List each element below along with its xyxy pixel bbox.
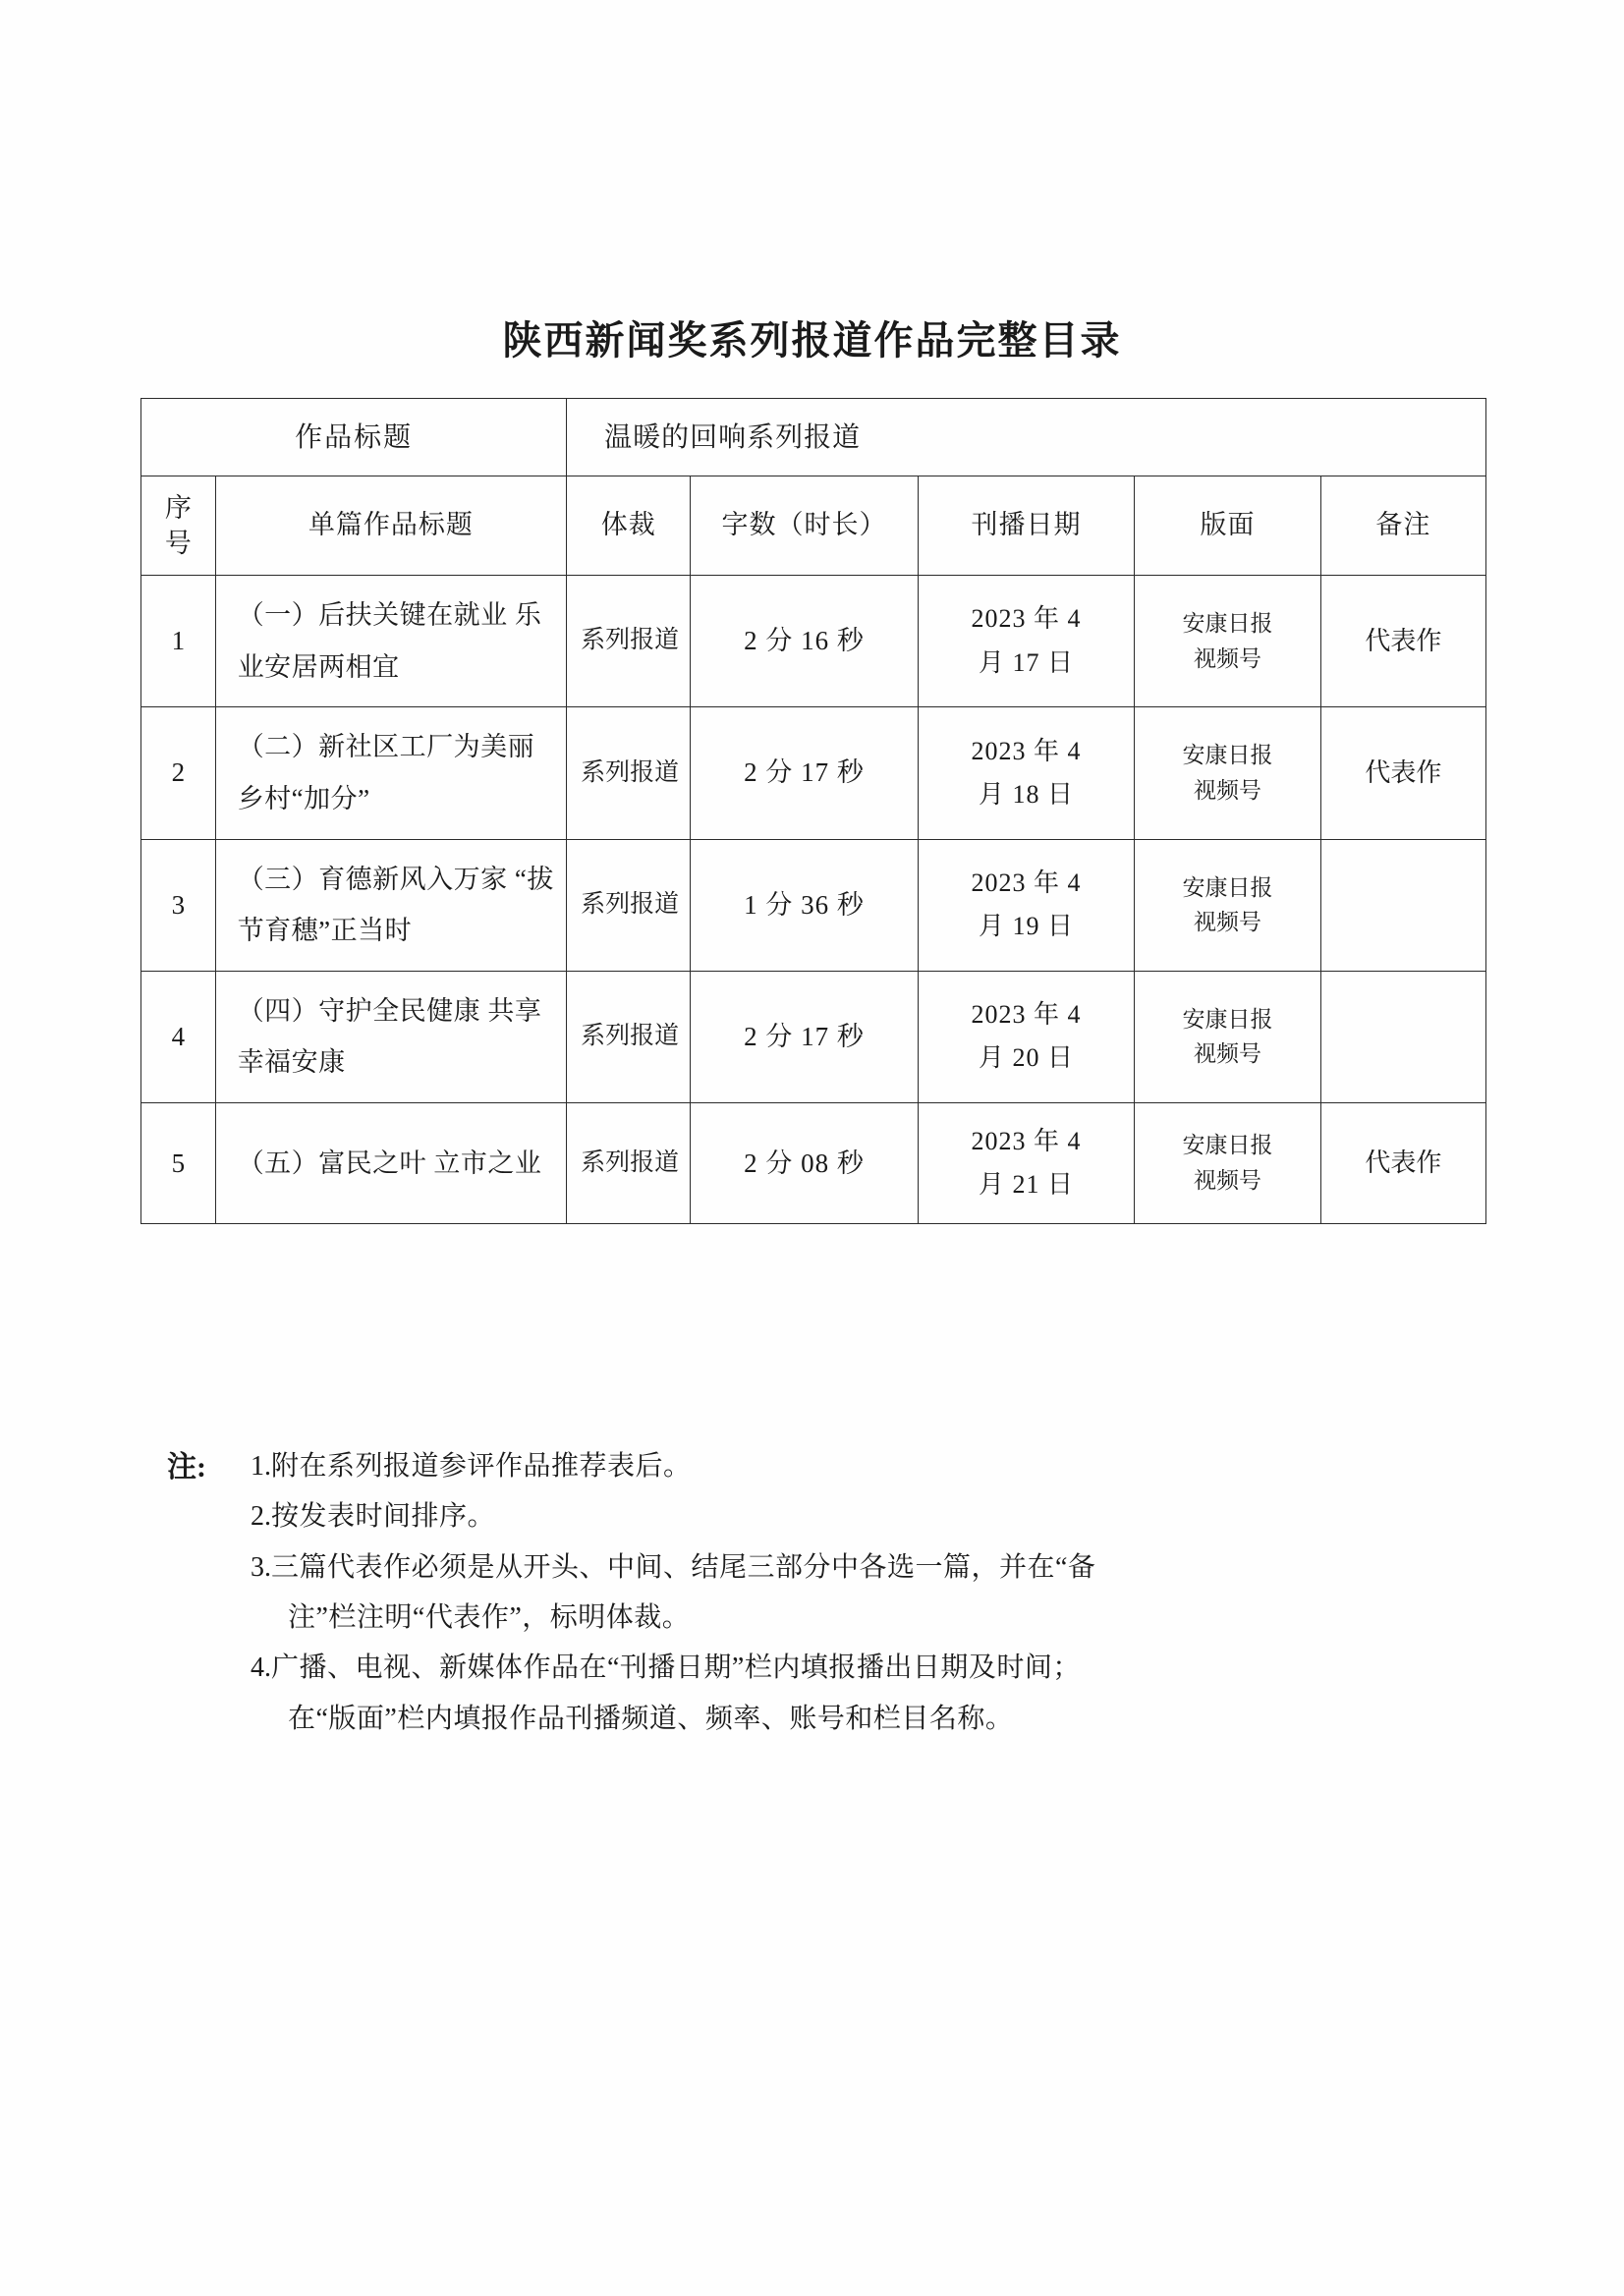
row-page-line1: 安康日报 (1182, 1006, 1273, 1032)
table-row (141, 1103, 1486, 1224)
cell-page (1135, 1103, 1320, 1224)
table-header-row (141, 476, 1486, 576)
cell-words (691, 1103, 918, 1224)
row-seq: 2 (171, 757, 186, 788)
row-page-line1: 安康日报 (1182, 743, 1273, 768)
row-words: 2 分 17 秒 (744, 1021, 865, 1051)
table-row (141, 971, 1486, 1102)
header-words: 字数（时长） (721, 510, 887, 540)
note-item (251, 1444, 1474, 1488)
row-note: 代表作 (1365, 1148, 1442, 1178)
row-seq: 4 (171, 1021, 186, 1051)
cell-seq (141, 576, 216, 707)
header-note: 备注 (1375, 510, 1431, 540)
header-title: 单篇作品标题 (308, 510, 474, 540)
cell-title (215, 707, 566, 839)
row-note: 代表作 (1365, 758, 1442, 788)
row-words: 2 分 08 秒 (744, 1148, 865, 1178)
note-index: 4. (251, 1652, 271, 1684)
cell-note (1320, 1103, 1485, 1224)
cell-date (918, 707, 1135, 839)
header-cell-genre (567, 476, 691, 576)
cell-note (1320, 839, 1485, 971)
cell-date (918, 971, 1135, 1102)
note-text: 广播、电视、新媒体作品在“刊播日期”栏内填报播出日期及时间； (271, 1652, 1081, 1684)
note-text: 按发表时间排序。 (271, 1501, 496, 1533)
cell-genre (567, 576, 691, 707)
row-page-line2: 视频号 (1194, 777, 1262, 803)
row-title: （二）新社区工厂为美丽乡村“加分” (237, 732, 535, 813)
row-title: （五）富民之叶 立市之业 (237, 1148, 542, 1178)
header-genre: 体裁 (600, 510, 656, 540)
cell-page (1135, 971, 1320, 1102)
header-cell-note (1320, 476, 1485, 576)
row-seq: 1 (171, 626, 186, 656)
cell-words (691, 839, 918, 971)
note-index: 2. (251, 1501, 271, 1533)
row-date-line1: 2023 年 4 (971, 604, 1082, 634)
cell-title (215, 971, 566, 1102)
cell-seq (141, 1103, 216, 1224)
row-date-line1: 2023 年 4 (971, 736, 1082, 765)
cell-page (1135, 576, 1320, 707)
cell-words (691, 707, 918, 839)
cell-page (1135, 839, 1320, 971)
note-item (251, 1545, 1474, 1590)
cell-date (918, 1103, 1135, 1224)
note-text: 三篇代表作必须是从开头、中间、结尾三部分中各选一篇，并在“备 (271, 1551, 1096, 1583)
header-page: 版面 (1200, 510, 1256, 540)
header-cell-words (691, 476, 918, 576)
row-title: （三）育德新风入万家 “拔节育穗”正当时 (237, 864, 554, 946)
row-date-line2: 月 19 日 (979, 912, 1075, 941)
cell-note (1320, 576, 1485, 707)
work-title-value: 温暖的回响系列报道 (604, 421, 862, 453)
header-seq-line1: 序 (164, 492, 192, 523)
row-date-line1: 2023 年 4 (971, 1126, 1082, 1155)
notes-section (167, 1444, 1474, 1747)
work-title-label: 作品标题 (295, 421, 414, 453)
row-genre: 系列报道 (581, 1023, 680, 1050)
work-title-label-cell (141, 399, 567, 476)
row-date-line2: 月 21 日 (979, 1170, 1075, 1200)
row-title: （一）后扶关键在就业 乐业安居两相宜 (237, 600, 542, 682)
row-page-line2: 视频号 (1194, 910, 1262, 935)
row-date-line1: 2023 年 4 (971, 1000, 1082, 1030)
cell-genre (567, 971, 691, 1102)
header-date: 刊播日期 (971, 510, 1082, 540)
row-genre: 系列报道 (581, 890, 680, 918)
table-row (141, 707, 1486, 839)
page-title: 陕西新闻奖系列报道作品完整目录 (502, 318, 1122, 363)
row-date-line1: 2023 年 4 (971, 868, 1082, 898)
row-note: 代表作 (1365, 626, 1442, 655)
row-genre: 系列报道 (581, 627, 680, 654)
row-genre: 系列报道 (581, 758, 680, 786)
cell-words (691, 971, 918, 1102)
header-cell-date (918, 476, 1135, 576)
row-title: （四）守护全民健康 共享幸福安康 (237, 995, 542, 1078)
cell-genre (567, 1103, 691, 1224)
row-seq: 3 (171, 889, 186, 920)
note-item (251, 1646, 1474, 1690)
row-date-line2: 月 18 日 (979, 779, 1075, 809)
note-item (251, 1494, 1474, 1539)
table-row (141, 839, 1486, 971)
cell-genre (567, 839, 691, 971)
notes-label: 注: (167, 1451, 206, 1484)
note-continuation: 注”栏注明“代表作”，标明体裁。 (288, 1602, 691, 1634)
note-index: 1. (251, 1451, 271, 1482)
header-cell-page (1135, 476, 1320, 576)
row-genre: 系列报道 (581, 1148, 680, 1176)
work-title-value-cell (567, 399, 1486, 476)
row-words: 1 分 36 秒 (744, 889, 865, 920)
row-seq: 5 (171, 1148, 186, 1178)
cell-note (1320, 707, 1485, 839)
row-words: 2 分 16 秒 (744, 626, 865, 656)
table-row-work-title (141, 399, 1486, 476)
cell-title (215, 839, 566, 971)
note-continuation: 在“版面”栏内填报作品刊播频道、频率、账号和栏目名称。 (288, 1703, 1014, 1734)
catalog-table (140, 398, 1486, 1224)
cell-note (1320, 971, 1485, 1102)
row-page-line2: 视频号 (1194, 1168, 1262, 1194)
cell-seq (141, 839, 216, 971)
row-page-line1: 安康日报 (1182, 1133, 1273, 1158)
cell-seq (141, 971, 216, 1102)
header-cell-seq (141, 476, 216, 576)
cell-date (918, 576, 1135, 707)
table-row (141, 576, 1486, 707)
cell-title (215, 576, 566, 707)
row-date-line2: 月 20 日 (979, 1043, 1075, 1073)
cell-words (691, 576, 918, 707)
cell-date (918, 839, 1135, 971)
note-text: 附在系列报道参评作品推荐表后。 (271, 1451, 692, 1482)
cell-title (215, 1103, 566, 1224)
row-page-line1: 安康日报 (1182, 611, 1273, 636)
row-page-line2: 视频号 (1194, 645, 1262, 671)
cell-page (1135, 707, 1320, 839)
row-page-line1: 安康日报 (1182, 874, 1273, 900)
row-date-line2: 月 17 日 (979, 647, 1075, 677)
row-page-line2: 视频号 (1194, 1041, 1262, 1067)
header-seq-line2: 号 (164, 529, 192, 558)
cell-seq (141, 707, 216, 839)
cell-genre (567, 707, 691, 839)
note-index: 3. (251, 1551, 271, 1583)
header-cell-title (215, 476, 566, 576)
row-words: 2 分 17 秒 (744, 757, 865, 788)
